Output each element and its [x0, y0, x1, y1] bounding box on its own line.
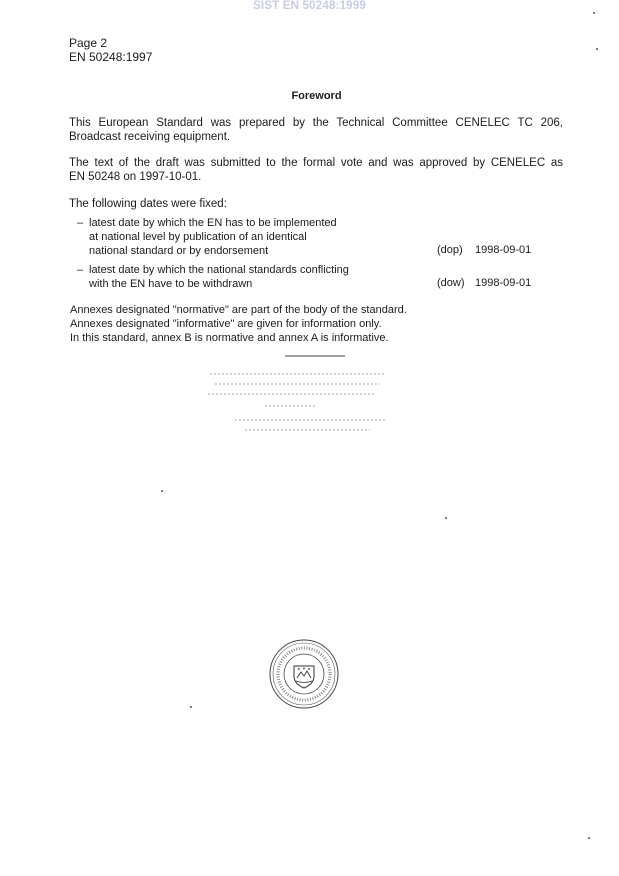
annex-line-statement: In this standard, annex B is normative and annex A is informative.	[70, 332, 389, 344]
paragraph-approval-line1: The text of the draft was submitted to the formal vote and was approved by CENELEC as	[69, 157, 563, 169]
date-value-dop: 1998-09-01	[475, 244, 532, 256]
scan-speck	[588, 837, 590, 839]
paragraph-committee-line1: This European Standard was prepared by the Technical Committee CENELEC TC 206,	[69, 117, 563, 129]
list-item-line: national standard or by endorsement	[89, 245, 269, 257]
paragraph-committee-line2: Broadcast receiving equipment.	[69, 131, 231, 143]
list-dash: –	[77, 217, 84, 229]
page-number: Page 2	[69, 36, 108, 50]
list-item-line: latest date by which the EN has to be implemented	[89, 217, 337, 229]
paragraph-approval-line2: EN 50248 on 1997-10-01.	[69, 171, 202, 183]
page-title: Foreword	[291, 90, 342, 102]
date-code-dow: (dow)	[437, 277, 465, 289]
paragraph-dates-intro: The following dates were fixed:	[69, 198, 227, 210]
scan-speck	[190, 706, 192, 708]
watermark: SIST EN 50248:1999	[253, 0, 366, 12]
annex-line-normative: Annexes designated "normative" are part of the body of the standard.	[70, 304, 407, 316]
document-id: EN 50248:1997	[69, 50, 153, 64]
date-value-dow: 1998-09-01	[475, 277, 532, 289]
list-item-line: at national level by publication of an identical	[89, 231, 307, 243]
faded-stamp-marks	[200, 352, 400, 442]
list-item-line: latest date by which the national standards conflicting	[89, 264, 349, 276]
scan-speck	[593, 12, 595, 14]
annex-line-informative: Annexes designated "informative" are given for information only.	[70, 318, 382, 330]
list-dash: –	[77, 264, 84, 276]
scan-speck	[445, 517, 447, 519]
date-code-dop: (dop)	[437, 244, 463, 256]
scan-speck	[161, 490, 163, 492]
list-item-line: with the EN have to be withdrawn	[89, 278, 253, 290]
scan-speck	[596, 48, 598, 50]
official-seal	[268, 638, 340, 710]
